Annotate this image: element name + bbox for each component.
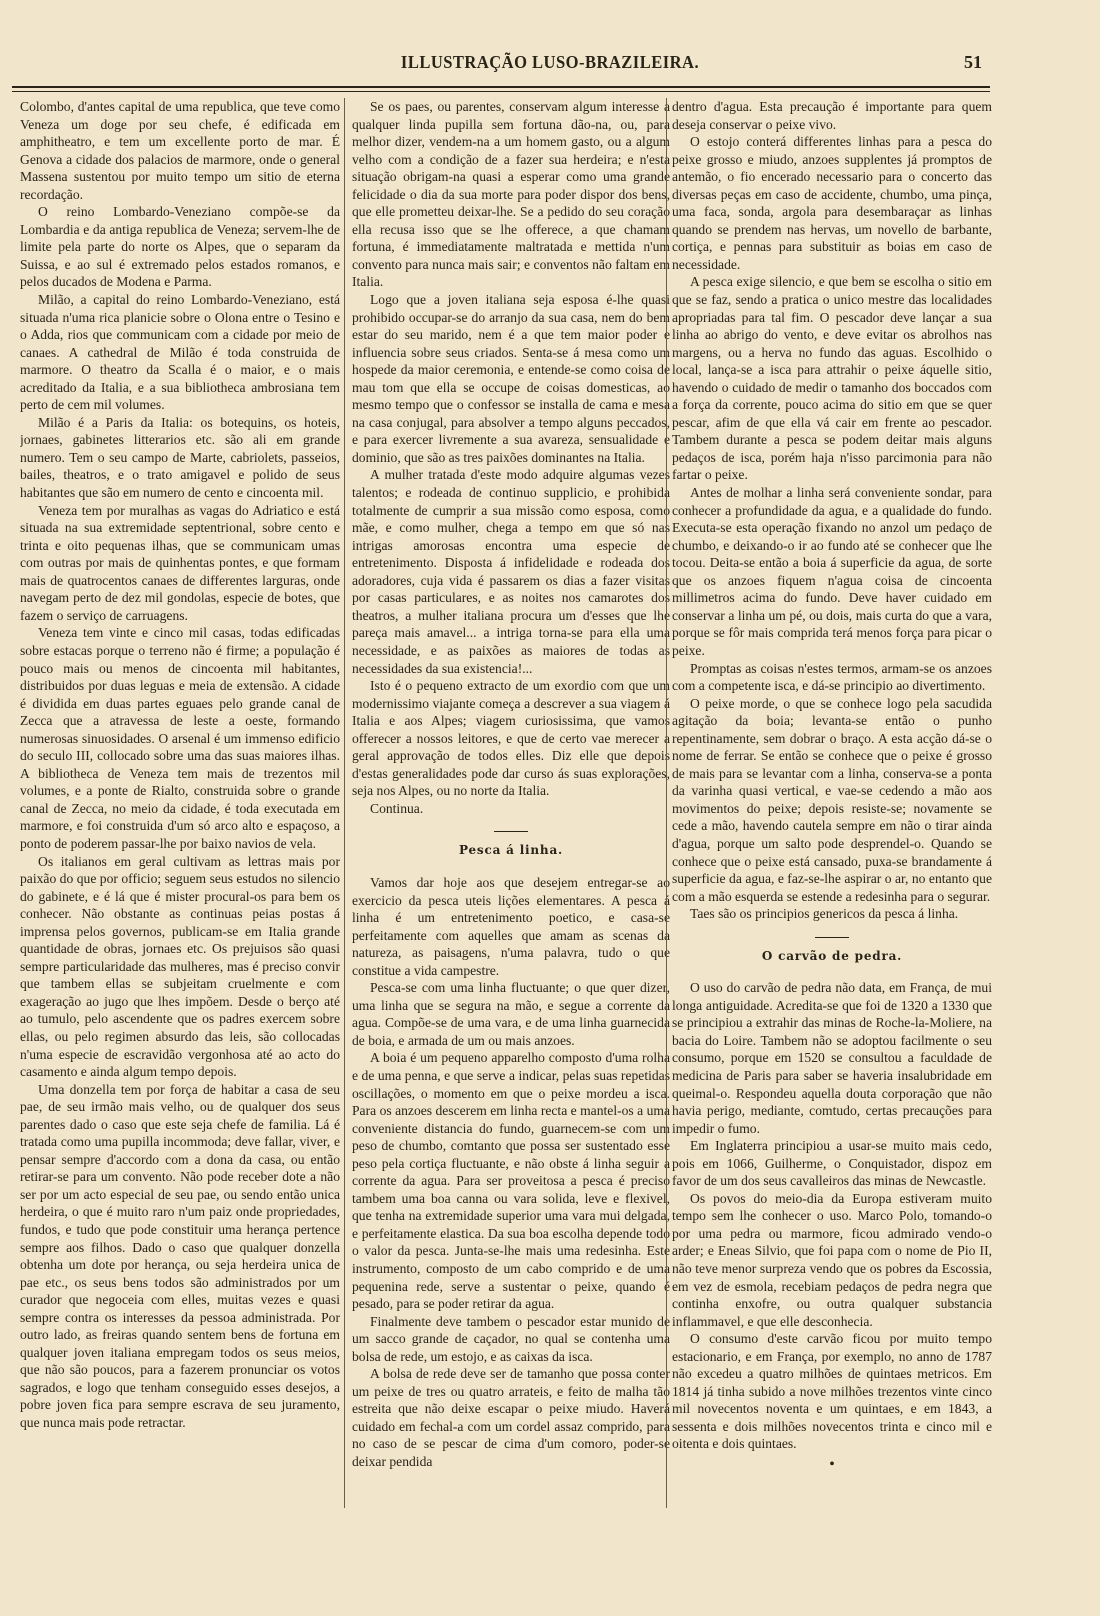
header-rule-thin: [12, 91, 990, 92]
paragraph: dentro d'agua. Esta precaução é importante para quem deseja conservar o peixe vivo.: [672, 99, 992, 132]
continua-note: Continua.: [370, 800, 424, 816]
paragraph: O estojo conterá differentes linhas para a pesca do peixe grosso e miudo, anzoes supplentes já promptos de antemão, o fio encerado necessario para o concerto das diversas peças em caso de accidente, chumbo, uma pinça, uma faca, sonda, argola para desembaraçar as linhas quando se prendem nas hervas, um novello de barbante, cortiça, e pennas para substituir as boias em caso de necessidade.: [672, 134, 992, 272]
paragraph: Os italianos em geral cultivam as lettras mais por paixão do que por officio; seguem seus estudos no silencio do gabinete, e é lá que é mister procural-os para bem os conhecer. Não obstante as continuas peias postas á imprensa pelos governos, publicam-se em Italia grande quantidade de obras, jornaes etc. Os prejuisos são quasi sempre particularidade das mulheres, mas é preciso convir que tambem ellas se subjeitam cruelmente e com exageração ao jugo que lhes impõem. Desde o berço até ao tumulo, pelo ascendente que os padres exercem sobre ellas, ou pelo regimen absurdo das leis, são collocadas n'uma especie de escravidão vergonhosa até ao acto do casamento e ainda algum tempo depois.: [20, 853, 340, 1080]
paragraph: Milão, a capital do reino Lombardo-Veneziano, está situada n'uma rica planicie sobre o Olona entre o Tesino e o Adda, rios que communicam com a cidade por meio de canaes. A cathedral de Milão é toda construida de marmore. O theatro da Scalla é o maior, e o mais acreditado da Italia, e a sua bibliotheca ambrosiana tem perto de cem mil volumes.: [20, 292, 340, 413]
paragraph: Veneza tem por muralhas as vagas do Adriatico e está situada na sua extremidade septentrional, sobre cento e trinta e oito pequenas ilhas, que se communicam umas com outras por mais de quinhentas pontes, e que formam mais de quatrocentos canaes de differentes larguras, onde navegam perto de dez mil gondolas, especie de botes, que fazem o serviço de carruagens.: [20, 502, 340, 623]
section-separator: [815, 937, 849, 938]
paragraph: Logo que a joven italiana seja esposa é-lhe quasi prohibido occupar-se do arranjo da sua casa, nem do bem estar do seu marido, nem é a que tem maior poder e influencia sobre seus criados. Senta-se á mesa como um hospede da maior ceremonia, e entende-se como coisa de mau tom que ella se occupe de coisas domesticas, ao mesmo tempo que o confessor se installa de cama e mesa na casa conjugal, para absolver a tempo alguns peccados, e para exercer livremente a sua avareza, sensualidade e dominio, que são as tres paixões dominantes na Italia.: [352, 292, 670, 465]
paragraph: Em Inglaterra principiou a usar-se muito mais cedo, pois em 1066, Guilherme, o Conquistador, dispoz em favor de um dos seus cavalleiros das minas de Newcastle.: [672, 1138, 992, 1189]
running-title: ILLUSTRAÇÃO LUSO-BRAZILEIRA.: [400, 52, 700, 72]
section-title: O carvão de pedra.: [761, 948, 903, 963]
end-mark: •: [829, 1456, 835, 1472]
paragraph: Milão é a Paris da Italia: os botequins, os hoteis, jornaes, gabinetes litterarios etc. são ali em grande numero. Tem o seu campo de Marte, cabriolets, passeios, bailes, theatros, e o trato amigavel e polido de seus habitantes que são em numero de cento e cincoenta mil.: [20, 414, 340, 501]
paragraph: Os povos do meio-dia da Europa estiveram muito tempo sem lhe conhecer o uso. Marco Polo, tomando-o por uma pedra ou marmore, ficou admirado vendo-o arder; e Eneas Silvio, que foi papa com o nome de Pio II, não teve menor surpreza vendo que os pobres da Escossia, em vez de esmola, recebiam pedaços de pedra negra que continha enxofre, ou outra qualquer substancia inflammavel, e que elle desconhecia.: [672, 1190, 992, 1329]
paragraph: O peixe morde, o que se conhece logo pela sacudida agitação da boia; levanta-se então o punho repentinamente, sem dobrar o braço. A esta acção dá-se o nome de ferrar. Se então se conhece que o peixe é grosso de mais para se levantar com a linha, conserva-se a ponta da varinha quasi vertical, e vae-se cedendo a mão aos movimentos do peixe; depois resiste-se; novamente se cede a mão, havendo cautela sempre em não o tirar ainda d'agua, porque um salto pode desprendel-o. Quando se conhece que o peixe está cansado, puxa-se brandamente á superficie da agua, e faz-se-lhe aspirar o ar, no entanto que com a mão esquerda se estende a redesinha para o segurar.: [672, 695, 992, 904]
paragraph: Veneza tem vinte e cinco mil casas, todas edificadas sobre estacas porque o terreno não é firme; a população é pouco mais ou menos de cincoenta mil habitantes, distribuidos por duas leguas e meia de extensão. A cidade é dividida em duas partes eguaes pelo grande canal de Zecca que a atravessa de leste a oeste, formando numerosas sinuosidades. O arsenal é um immenso edificio do seculo III, collocado sobre uma das suas maiores ilhas. A bibliotheca de Veneza tem mais de trezentos mil volumes, e a ponte de Rialto, construida sobre o grande canal de Zecca, no meio da cidade, é toda executada em marmore, e foi construida d'um só arco alto e espaçoso, a ponto de poderem passar-lhe por baixo navios de vela.: [20, 625, 340, 851]
paragraph: Promptas as coisas n'estes termos, armam-se os anzoes com a competente isca, e dá-se principio ao divertimento.: [672, 660, 992, 694]
paragraph: A pesca exige silencio, e que bem se escolha o sitio em que se faz, sendo a pratica o unico mestre das localidades apropriadas para tal fim. O pescador deve lançar a sua linha ao abrigo do vento, e deve evitar os abrolhos nas margens, ou a herva no fundo das aguas. Escolhido o local, lança-se a isca para attrahir o peixe áquelle sitio, havendo o cuidado de medir o tamanho dos boccados com a força da corrente, pouco acima do sitio em que se quer pescar, afim de que ella vá cair em frente ao pescador. Tambem durante a pesca se podem deitar mais alguns pedaços de isca, porém haja n'isso parcimonia para não fartar o peixe.: [672, 274, 992, 483]
section-separator: [494, 831, 528, 832]
text-column-1: [20, 98, 340, 1508]
paragraph: A mulher tratada d'este modo adquire algumas vezes talentos; e rodeada de continuo supplicio, e prohibida totalmente de cumprir a sua missão como esposa, como mãe, e como mulher, chega a tempo em que só nas intrigas amorosas encontra uma especie de entretenimento. Disposta á infidelidade e rodeada dos adoradores, cuja vida é passarem os dias a fazer visitas por casas particulares, e as noites nos camarotes dos theatros, a mulher italiana procura um d'esses que lhe pareça mais amavel... a intriga torna-se para ella uma necessidade, e as paixões as maiores de todas as necessidades da sua existencia!...: [352, 467, 670, 676]
column-divider: [344, 98, 345, 1508]
page-number: 51: [964, 52, 982, 72]
paragraph: Se os paes, ou parentes, conservam algum interesse a qualquer linda pupilla sem fortuna dão-na, ou, para melhor dizer, vendem-na a um homem gasto, ou a algum velho com a condição de a fazer sua herdeira; e n'esta situação obrigam-na quasi a esperar como uma grande felicidade o dia da sua morte para poder dispor dos bens, que elle prometteu deixar-lhe. Se a pedido do seu coração ella recusa isso que se lhe offerece, a que chamam fortuna, é immediatamente maltratada e mettida n'um convento para nunca mais sair; e conventos não faltam em Italia.: [352, 99, 670, 290]
paragraph: Uma donzella tem por força de habitar a casa de seu pae, de seu irmão mais velho, ou de qualquer dos seus parentes dado o caso que este seja chefe de familia. Lá é tratada como uma pupilla incommoda; deve fallar, viver, e pensar sempre d'accordo com a dona da casa, ou então retirar-se para um convento. Não pode receber dote a não ser por um acto especial de seu pae, ou sendo então unica herdeira, o que é muito raro n'um paiz onde propriedades, fundos, e tudo que pode constituir uma herança pertence sempre aos filhos. Dado o caso que qualquer donzella obtenha um dote por herança, ou seja herdeira unica de pae etc., os seus bens todos são administrados por um curador que negoceia com elles, muitas vezes e quasi sempre contra os interesses da pessoa administrada. Por outro lado, as freiras quando sentem bens de fortuna em qualquer joven italiana empregam todos os seus meios, que não são poucos, para a fazerem pronunciar os votos sagrados, e logo que tenham conseguido esses desejos, a pobre joven fica para sempre escrava de seu juramento, que nunca mais pode retractar.: [20, 1081, 340, 1431]
paragraph: Vamos dar hoje aos que desejem entregar-se ao exercicio da pesca uteis lições elementares. A pesca á linha é um entretenimento poetico, e casa-se perfeitamente com aquelles que amam as scenas da natureza, as paisagens, n'uma palavra, tudo o que constitue a vida campestre.: [352, 874, 670, 978]
paragraph: O consumo d'este carvão ficou por muito tempo estacionario, e em França, por exemplo, no anno de 1787 não excedeu a quatro milhões de quintaes metricos. Em 1814 já tinha subido a nove milhões trezentos vinte cinco mil novecentos noventa e um quintaes, e em 1843, a sessenta e dois milhões novecentos trinta e cinco mil e oitenta e dois quintaes.: [672, 1331, 992, 1452]
text-column-3: [672, 98, 992, 1508]
paragraph: Antes de molhar a linha será conveniente sondar, para conhecer a profundidade da agua, e a qualidade do fundo. Executa-se esta operação fixando no anzol um pedaço de chumbo, e deixando-o ir ao fundo até se conhecer que lhe tocou. Deita-se então a boia á superficie da agua, de sorte que os anzoes fiquem n'agua coisa de cincoenta millimetros acima do fundo. Deve haver cuidado em conservar a linha um pé, ou dois, mais curta do que a vara, porque se fôr mais comprida terá menos força para picar o peixe.: [672, 485, 992, 658]
column-divider: [666, 98, 667, 1508]
header-rule: [12, 86, 990, 88]
paragraph: A bolsa de rede deve ser de tamanho que possa conter um peixe de tres ou quatro arrateis, e feito de malha tão estreita que não deixe escapar o peixe miudo. Haverá cuidado em fechal-a com um cordel assaz comprido, para no caso de se pescar de cima d'um comoro, poder-se deixar pendida: [352, 1366, 670, 1470]
paragraph: Isto é o pequeno extracto de um exordio com que um modernissimo viajante começa a descrever a sua viagem á Italia e aos Alpes; viagem curiosissima, que vamos offerecer a nossos leitores, e que de certo vae merecer a geral approvação de todos elles. Diz elle que depois d'estas generalidades pode dar curso ás suas explorações, seja nos Alpes, ou no norte da Italia.: [352, 678, 670, 799]
paragraph: Pesca-se com uma linha fluctuante; o que quer dizer, uma linha que se segura na mão, e segue a corrente da agua. Compõe-se de uma vara, e de uma linha guarnecida de boia, e armada de um ou mais anzoes.: [352, 980, 670, 1048]
paragraph: Taes são os principios genericos da pesca á linha.: [690, 906, 959, 922]
section-title: Pesca á linha.: [458, 843, 564, 858]
text-column-2: [352, 98, 670, 1508]
paragraph: Colombo, d'antes capital de uma republica, que teve como Veneza um doge por seu chefe, é edificada em amphitheatro, e tem um excellente porto de mar. É Genova a cidade dos palacios de marmore, onde o general Massena sustentou por muito tempo um sitio de eterna recordação.: [20, 99, 340, 202]
paragraph: A boia é um pequeno apparelho composto d'uma rolha e de uma penna, e que serve a indicar, pelas suas repetidas oscillações, o momento em que o peixe mordeu a isca. Para os anzoes descerem em linha recta e mantel-os a uma conveniente distancia do fundo, guarnecem-se com um peso de chumbo, comtanto que possa ser sustentado esse peso pela cortiça fluctuante, e não obste á linha seguir a corrente da agua. Para ser proveitosa a pesca é preciso tambem uma boa canna ou vara solida, leve e flexivel, que tenha na extremidade superior uma vara mui delgada, e perfeitamente elastica. Da sua boa escolha depende todo o valor da pesca. Junta-se-lhe mais uma redesinha. Este instrumento, composto de um cabo comprido e de uma pequenina rede, serve a sustentar o peixe, quando é pesado, para se poder retirar da agua.: [352, 1050, 670, 1312]
paragraph: O reino Lombardo-Veneziano compõe-se da Lombardia e da antiga republica de Veneza; servem-lhe de limite pela parte do norte os Alpes, que o separam da Suissa, e ao sul é extremado pelos estados romanos, e pelos ducados de Modena e Parma.: [20, 204, 340, 290]
paragraph: Finalmente deve tambem o pescador estar munido de um sacco grande de caçador, no qual se contenha uma bolsa de rede, um estojo, e as caixas da isca.: [352, 1313, 670, 1364]
paragraph: O uso do carvão de pedra não data, em França, de mui longa antiguidade. Acredita-se que foi de 1320 a 1330 que se principiou a extrahir das minas de Roche-la-Moliere, na bacia do Loire. Tambem não se adoptou facilmente o seu consumo, porque em 1520 se consultou a faculdade de medicina de Paris para saber se haveria insalubridade em queimal-o. Respondeu aquella douta corporação que não havia perigo, mediante, comtudo, certas precauções para impedir o fumo.: [672, 980, 992, 1136]
